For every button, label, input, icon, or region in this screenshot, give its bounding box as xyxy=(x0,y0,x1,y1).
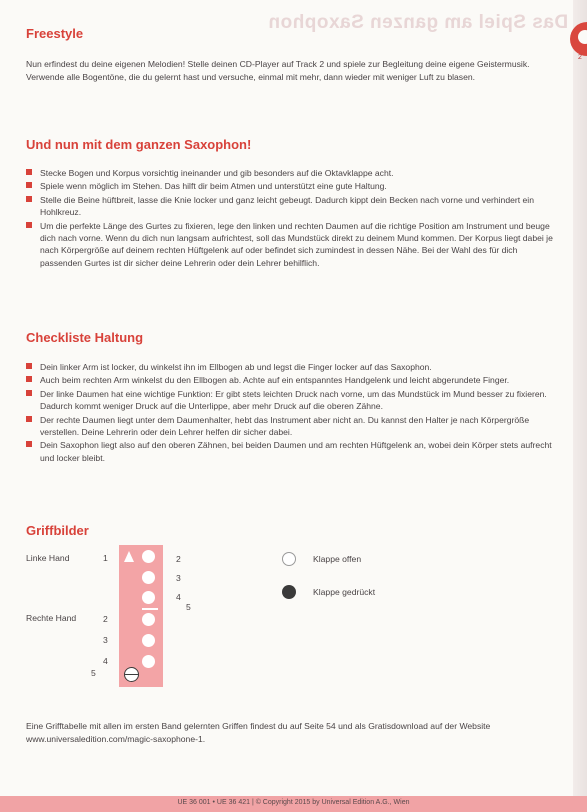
bullet-square-icon xyxy=(26,222,32,228)
key-rh-2 xyxy=(142,634,155,647)
key-rh-1 xyxy=(142,613,155,626)
list-item: Der linke Daumen hat eine wichtige Funktion: Er gibt stets leichten Druck nach vorne, um das Mundstück im Mund besser zu fixieren. Dadurch kommt weniger Druck auf die Unterlippe, aber mehr Druck auf die oberen Zähne. xyxy=(26,388,554,413)
bleed-through-title: Das Spiel am ganzen Saxophon xyxy=(268,12,569,33)
grifftabelle-note: Eine Grifftabelle mit allen im ersten Band gelernten Griffen findest du auf Seite 54 und als Gratisdownload auf der Website www.universaledition.com/magic-saxophone-1. xyxy=(26,721,491,744)
haltung-heading: Checkliste Haltung xyxy=(26,330,144,345)
bullet-square-icon xyxy=(26,390,32,396)
finger-number-lh-4: 4 xyxy=(176,592,181,602)
footer-copyright: UE 36 001 • UE 36 421 | © Copyright 2015 by Universal Edition A.G., Wien xyxy=(177,799,410,806)
freestyle-text: Nun erfindest du deine eigenen Melodien! Stelle deinen CD-Player auf Track 2 und spiele zur Begleitung deine eigene Geistermusik. Verwende alle Bogentöne, die du gelernt hast und versuche, einmal mit mehr, dann wieder mit weniger Luft zu blasen. xyxy=(26,59,530,82)
finger-number-rh-4: 4 xyxy=(103,656,108,666)
finger-number-lh-1: 1 xyxy=(103,553,108,563)
list-item: Spiele wenn möglich im Stehen. Das hilft dir beim Atmen und unterstützt eine gute Haltung. xyxy=(26,180,554,192)
page-tab-number: 2 xyxy=(578,54,582,61)
list-item: Dein Saxophon liegt also auf den oberen Zähnen, bei beiden Daumen und am rechten Hüftgelenk an, wobei dein Körper stets aufrecht und locker bleibt. xyxy=(26,439,554,464)
finger-number-rh-3: 3 xyxy=(103,635,108,645)
list-item: Auch beim rechten Arm winkelst du den Ellbogen ab. Achte auf ein entspanntes Handgelenk und leicht abgerundete Finger. xyxy=(26,374,554,386)
legend-open-label: Klappe offen xyxy=(313,554,362,564)
list-item: Stelle die Beine hüftbreit, lasse die Knie locker und ganz leicht gebeugt. Dadurch kippt dein Becken nach vorne und verhindert ein Hohlkreuz. xyxy=(26,194,554,219)
saxophon-heading: Und nun mit dem ganzen Saxophon! xyxy=(26,137,252,152)
list-item: Der rechte Daumen liegt unter dem Daumenhalter, hebt das Instrument aber nicht an. Du kannst den Halter je nach Körpergröße verstellen. Deine Lehrerin oder dein Lehrer helfen dir sicher dabei. xyxy=(26,414,554,439)
finger-number-lh-5: 5 xyxy=(186,602,191,612)
list-item: Dein linker Arm ist locker, du winkelst ihn im Ellbogen ab und legst die Finger locker auf das Saxophon. xyxy=(26,361,554,373)
haltung-list xyxy=(26,361,554,465)
bullet-square-icon xyxy=(26,169,32,175)
saxophon-list xyxy=(26,167,554,270)
bullet-square-icon xyxy=(26,182,32,188)
hand-separator xyxy=(142,608,158,610)
freestyle-heading: Freestyle xyxy=(26,26,84,41)
bullet-square-icon xyxy=(26,363,32,369)
left-hand-label: Linke Hand xyxy=(26,553,70,563)
list-item: Um die perfekte Länge des Gurtes zu fixieren, lege den linken und rechten Daumen auf die richtige Position am Instrument und beuge dich nach vorne. Wenn du dich nun langsam aufrichtest, soll das Mundstück direkt zu deinem Mund kommen. Der Korpus liegt dabei je nach Körpergröße auf deinem rechten Hüftgelenk auf oder befindet sich zumindest in dessen Nähe. Bei der Wahl des für dich passenden Gurtes ist dir sicher deine Lehrerin oder dein Lehrer behilflich. xyxy=(26,220,554,270)
finger-number-rh-2: 2 xyxy=(103,614,108,624)
bullet-square-icon xyxy=(26,416,32,422)
finger-number-lh-2: 2 xyxy=(176,554,181,564)
fingering-diagram xyxy=(119,545,163,687)
bullet-square-icon xyxy=(26,441,32,447)
bullet-square-icon xyxy=(26,196,32,202)
closed-key-icon xyxy=(282,585,296,599)
open-key-icon xyxy=(282,552,296,566)
octave-key-icon xyxy=(124,551,134,562)
page-edge xyxy=(573,0,587,812)
bullet-square-icon xyxy=(26,376,32,382)
finger-number-rh-5: 5 xyxy=(91,668,96,678)
thumb-key-icon xyxy=(124,667,139,682)
key-rh-3 xyxy=(142,655,155,668)
list-item: Stecke Bogen und Korpus vorsichtig ineinander und gib besonders auf die Oktavklappe acht. xyxy=(26,167,554,179)
legend-closed-label: Klappe gedrückt xyxy=(313,587,376,597)
key-lh-1 xyxy=(142,550,155,563)
finger-number-lh-3: 3 xyxy=(176,573,181,583)
griffbilder-heading: Griffbilder xyxy=(26,523,89,538)
key-lh-3 xyxy=(142,591,155,604)
right-hand-label: Rechte Hand xyxy=(26,613,77,623)
key-lh-2 xyxy=(142,571,155,584)
